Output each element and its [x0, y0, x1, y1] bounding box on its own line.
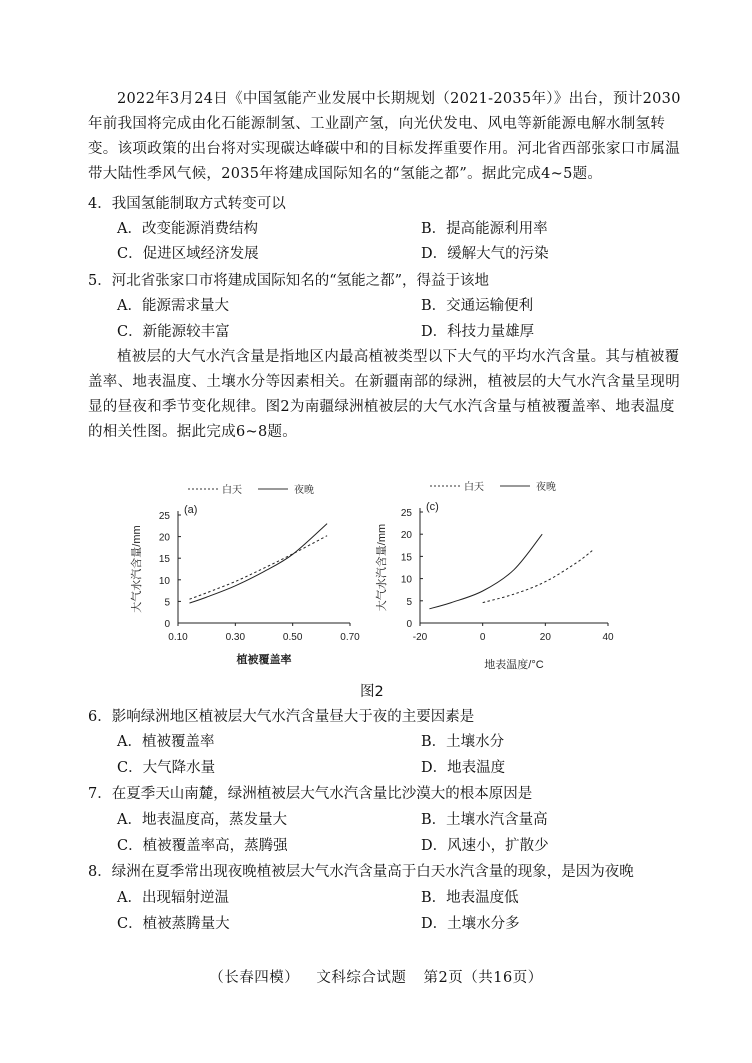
passage-2: 植被层的大气水汽含量是指地区内最高植被类型以下大气的平均水汽含量。其与植被覆盖率、地表温度、土壤水分等因素相关。在新疆南部的绿洲，植被层的大气水汽含量呈现明显的昼夜和季节变化规律。图2为南疆绿洲植被层的大气水汽含量与植被覆盖率、地表温度的相关性图。据此完成6~8题。	[88, 349, 680, 440]
chart-1-y-label: 大气水汽含量/mm	[131, 525, 143, 613]
question-8-option-d: D．土壤水分多	[421, 916, 520, 932]
question-6-option-a: A．植被覆盖率	[117, 734, 215, 750]
chart-2-series-night-line	[429, 534, 542, 609]
chart-2-x-tick-label: -20	[412, 632, 428, 643]
question-6-option-d: D．地表温度	[421, 760, 506, 776]
chart-1-legend-label-night: 夜晚	[294, 485, 314, 496]
chart-2-y-tick-label: 25	[400, 508, 412, 519]
chart-1-y-tick-label: 15	[158, 554, 170, 566]
chart-1-y-tick-label: 5	[164, 597, 170, 609]
chart-2-x-tick-label: 40	[602, 632, 614, 643]
chart-2-x-tick-label: 0	[479, 632, 486, 643]
chart-2-legend-label-day: 白天	[464, 482, 484, 493]
question-4-option-a: A．改变能源消费结构	[117, 221, 258, 237]
chart-2-legend-label-night: 夜晚	[536, 482, 556, 493]
question-4-option-d: D．缓解大气的污染	[421, 246, 549, 262]
chart-1-y-tick-label: 0	[164, 619, 170, 630]
footer-subject: 文科综合试题	[316, 970, 407, 986]
question-6-option-c: C．大气降水量	[117, 760, 216, 776]
chart-1-y-tick-label: 25	[158, 511, 170, 522]
chart-2-y-tick-label: 0	[406, 619, 412, 630]
chart-2-panel-label: (c)	[426, 501, 439, 513]
chart-2-y-tick-label: 20	[400, 530, 412, 542]
chart-1-legend-label-day: 白天	[222, 485, 242, 496]
question-7-option-a: A．地表温度高，蒸发量大	[117, 812, 287, 828]
chart-2-series-day-line	[483, 551, 593, 603]
chart-1-y-tick-label: 10	[158, 575, 170, 587]
chart-2-y-tick-label: 15	[400, 552, 412, 564]
question-7-option-d: D．风速小，扩散少	[421, 838, 549, 854]
chart-2-y-label: 大气水汽含量/mm	[376, 523, 388, 612]
question-6-stem: 6．影响绿洲地区植被层大气水汽含量昼大于夜的主要因素是	[88, 709, 475, 725]
question-8-option-b: B．地表温度低	[421, 890, 519, 906]
chart-1-x-tick-label: 0.10	[168, 632, 188, 643]
question-5-stem: 5．河北省张家口市将建成国际知名的“氢能之都”，得益于该地	[88, 273, 490, 289]
chart-1-x-tick-label: 0.30	[225, 632, 246, 643]
chart-1-series-day-line	[190, 536, 328, 600]
question-8-option-a: A．出现辐射逆温	[117, 890, 229, 906]
question-5-option-d: D．科技力量雄厚	[421, 324, 535, 340]
chart-2-x-label: 地表温度/°C	[484, 659, 544, 671]
question-5-option-b: B．交通运输便利	[421, 298, 534, 314]
chart-2-y-tick-label: 5	[406, 596, 412, 608]
figure-caption: 图2	[360, 684, 384, 700]
question-7-option-c: C．植被覆盖率高，蒸腾强	[117, 838, 288, 854]
question-4-stem: 4．我国氢能制取方式转变可以	[88, 196, 286, 212]
question-8-option-c: C．植被蒸腾量大	[117, 916, 230, 932]
chart-2-x-tick-label: 20	[539, 632, 551, 643]
question-5-option-c: C．新能源较丰富	[117, 324, 230, 340]
footer-page: 第2页（共16页）	[423, 970, 543, 986]
question-4-option-b: B．提高能源利用率	[421, 221, 548, 237]
page-footer	[0, 966, 752, 987]
chart-2-y-tick-label: 10	[400, 574, 412, 586]
question-7-stem: 7．在夏季天山南麓，绿洲植被层大气水汽含量比沙漠大的根本原因是	[88, 786, 533, 802]
chart-1-y-tick-label: 20	[158, 532, 170, 544]
footer-exam: （长春四模）	[209, 970, 300, 986]
question-5-option-a: A．能源需求量大	[117, 298, 229, 314]
passage-1: 2022年3月24日《中国氢能产业发展中长期规划（2021-2035年）》出台，预计2030年前我国将完成由化石能源制氢、工业副产氢，向光伏发电、风电等新能源电解水制氢转变。该项政策的出台将对实现碳达峰碳中和的目标发挥重要作用。河北省西部张家口市属温带大陆性季风气候，2035年将建成国际知名的“氢能之都”。据此完成4~5题。	[88, 91, 681, 182]
chart-1-x-tick-label: 0.50	[282, 632, 303, 643]
chart-1-x-tick-label: 0.70	[340, 632, 360, 643]
question-4-option-c: C．促进区域经济发展	[117, 246, 259, 262]
chart-1-x-label: 植被覆盖率	[236, 654, 292, 666]
question-7-option-b: B．土壤水汽含量高	[421, 812, 548, 828]
figure-2	[0, 470, 752, 675]
chart-1-panel-label: (a)	[184, 504, 198, 516]
question-6-option-b: B．土壤水分	[421, 734, 505, 750]
question-8-stem: 8．绿洲在夏季常出现夜晚植被层大气水汽含量高于白天水汽含量的现象，是因为夜晚	[88, 864, 634, 880]
